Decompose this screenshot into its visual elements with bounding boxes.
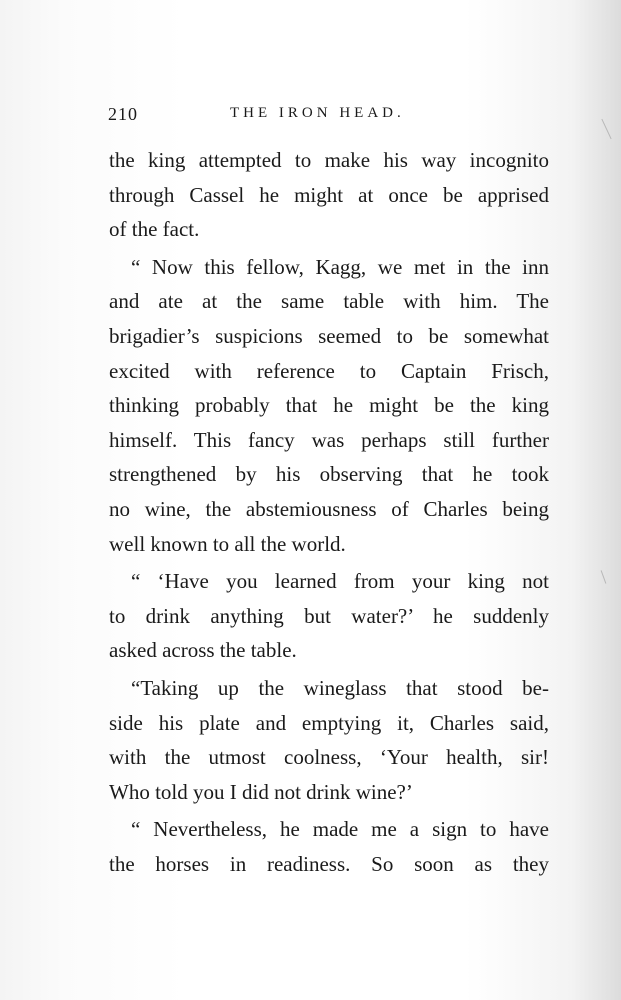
text-line: excited with reference to Captain Frisch, — [109, 358, 549, 383]
text-line: “ Nevertheless, he made me a sign to have — [131, 817, 549, 842]
paragraph — [109, 564, 549, 668]
text-line: well known to all the world. — [109, 531, 346, 556]
text-line: “ Now this fellow, Kagg, we met in the inn — [131, 254, 549, 279]
body-text — [109, 143, 549, 881]
text-line: with the utmost coolness, ‘Your health, sir! — [109, 745, 549, 770]
text-line: through Cassel he might at once be apprised — [109, 182, 549, 207]
text-line: brigadier’s suspicions seemed to be somewhat — [109, 323, 549, 348]
text-line: to drink anything but water?’ he suddenly — [109, 603, 549, 628]
paper-edge-mark — [601, 119, 611, 139]
page-number: 210 — [108, 104, 138, 124]
text-line: of the fact. — [109, 217, 200, 242]
paragraph — [109, 812, 549, 881]
paragraph — [109, 143, 549, 247]
text-line: himself. This fancy was perhaps still further — [109, 427, 549, 452]
text-line: “ ‘Have you learned from your king not — [131, 569, 549, 594]
running-head: THE IRON HEAD. — [230, 105, 405, 121]
text-line: asked across the table. — [109, 638, 297, 663]
text-line: the king attempted to make his way incognito — [109, 148, 549, 172]
text-line: side his plate and emptying it, Charles said, — [109, 710, 549, 735]
paragraph — [109, 250, 549, 561]
text-line: “Taking up the wineglass that stood be- — [131, 675, 549, 700]
page-header — [108, 104, 548, 134]
paragraph — [109, 671, 549, 809]
text-line: the horses in readiness. So soon as they — [109, 851, 549, 876]
paper-edge-mark — [601, 570, 607, 583]
text-line: and ate at the same table with him. The — [109, 289, 549, 314]
text-line: thinking probably that he might be the king — [109, 393, 549, 418]
text-line: no wine, the abstemiousness of Charles being — [109, 496, 549, 521]
text-line: Who told you I did not drink wine?’ — [109, 779, 413, 804]
text-line: strengthened by his observing that he took — [109, 462, 549, 487]
